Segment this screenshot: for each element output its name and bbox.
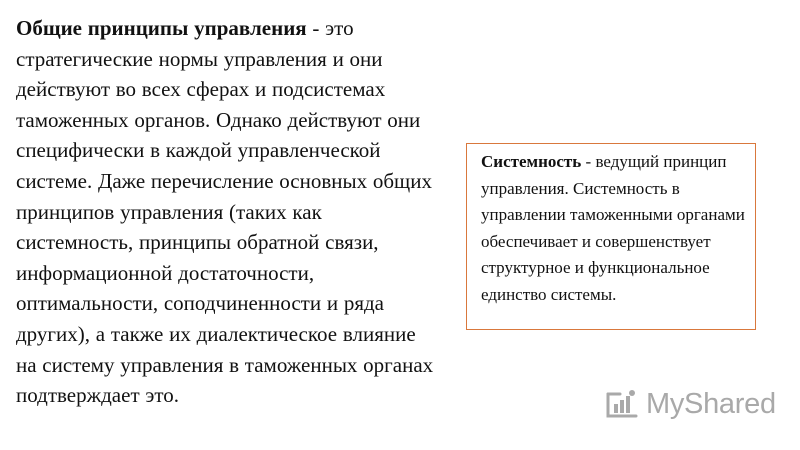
callout-term: Системность: [481, 152, 582, 171]
main-paragraph-term: Общие принципы управления: [16, 16, 307, 40]
myshared-logo-icon: [604, 386, 640, 422]
callout-box: [466, 143, 756, 330]
main-paragraph-body: - это стратегические нормы управления и они действуют во всех сферах и подсистемах таможенных органов. Однако действуют они специфически в каждой управленческой системе. Даже перечисление основных общих принципов управления (таких как системность, принципы обратной связи, информационной достаточности, оптимальности, соподчиненности и ряда других), а также их диалектическое влияние на систему управления в таможенных органах подтверждает это.: [16, 16, 434, 408]
myshared-logo: [604, 384, 776, 424]
logo-text: MyShared: [646, 387, 776, 420]
main-paragraph: [16, 13, 441, 411]
callout-body: - ведущий принцип управления. Системность в управлении таможенными органами обеспечивает и совершенствует структурное и функциональное единство системы.: [481, 152, 745, 304]
callout-text: [481, 149, 745, 308]
